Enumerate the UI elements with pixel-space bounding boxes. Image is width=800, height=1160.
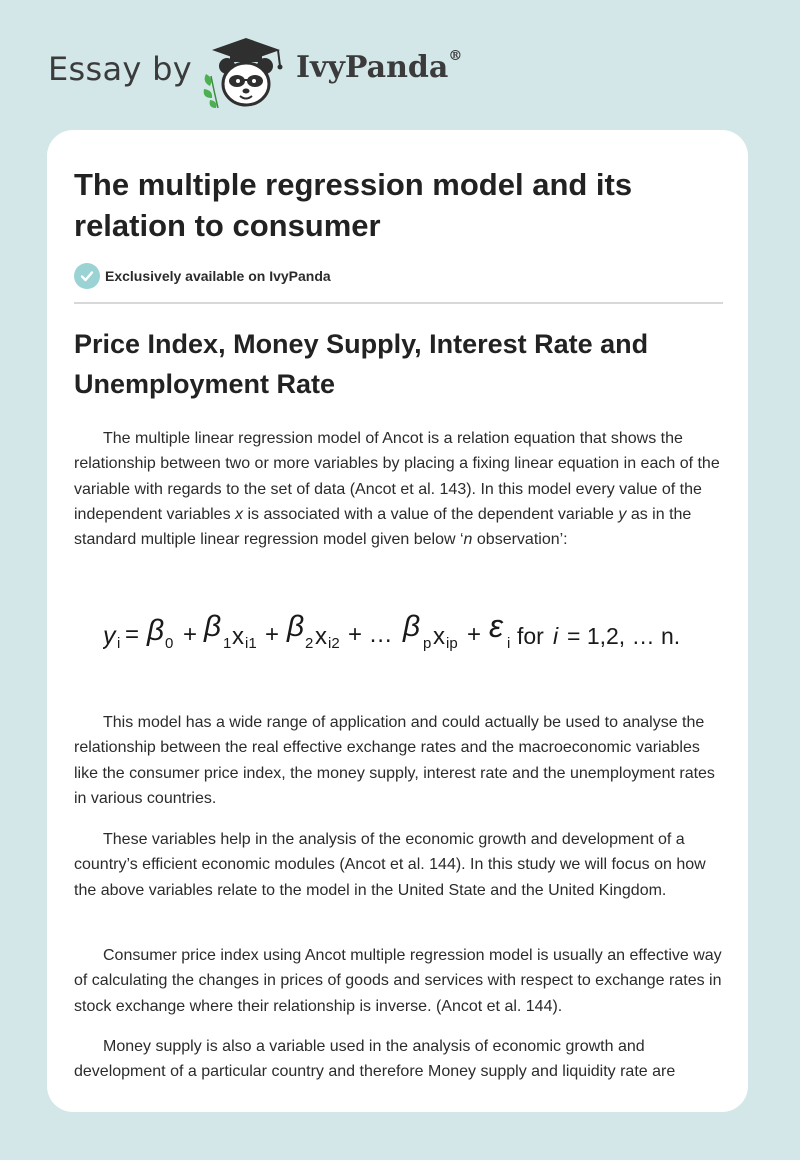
- formula-beta1: β: [204, 610, 222, 643]
- regression-formula: [103, 606, 723, 656]
- exclusive-badge-label: Exclusively available on IvyPanda: [105, 268, 331, 284]
- article-title: The multiple regression model and its relation to consumer: [74, 167, 633, 243]
- formula-for: for: [517, 623, 544, 649]
- formula-plus-2: +: [265, 621, 280, 648]
- formula-beta0: β: [147, 614, 165, 647]
- formula-y-sub: i: [117, 635, 121, 652]
- formula-x1-sub: i1: [245, 635, 257, 652]
- formula-plus-1: +: [183, 621, 198, 648]
- formula-betap: β: [403, 610, 421, 643]
- paragraph-2: This model has a wide range of application and could actually be used to analyse the relationship between the real effective exchange rates and the macroeconomic variables like the consumer price index, the money supply, interest rate and the unemployment rates in various countries.: [74, 714, 715, 807]
- formula-i: i: [553, 623, 559, 649]
- formula-range: = 1,2, … n.: [567, 623, 681, 649]
- formula-beta0-sub: 0: [165, 635, 174, 652]
- formula-equals: =: [125, 621, 140, 648]
- paragraph-3: These variables help in the analysis of the economic growth and development of a country’s efficient economic modules (Ancot et al. 144). In this study we will focus on how the above variables relate to the model in the United State and the United Kingdom.: [74, 831, 706, 899]
- formula-xp-sub: ip: [446, 635, 458, 652]
- formula-x2: x: [315, 623, 327, 650]
- formula-plus-4: +: [467, 621, 482, 648]
- p1-var-y: y: [618, 505, 627, 523]
- formula-xp: x: [433, 623, 445, 650]
- check-icon: [74, 263, 100, 289]
- section-title: Price Index, Money Supply, Interest Rate and Unemployment Rate: [74, 329, 649, 399]
- p1-var-x: x: [235, 505, 244, 523]
- paragraph-5: Money supply is also a variable used in the analysis of economic growth and development of a particular country and therefore Money supply and liquidity rate are: [74, 1038, 676, 1081]
- p1-text-c: as in the standard multiple linear regression model given below ‘: [74, 505, 692, 549]
- formula-x1: x: [232, 623, 244, 650]
- registered-mark: ®: [448, 48, 463, 64]
- formula-beta2-sub: 2: [305, 635, 314, 652]
- p1-text-d: observation’:: [472, 531, 568, 549]
- p1-var-n: n: [463, 531, 473, 549]
- paragraph-1: [74, 426, 724, 552]
- p1-text-a: The multiple linear regression model of Ancot is a relation equation that shows the relationship between two or more variables by placing a fixing linear equation in each of the variable with regards to the set of data (Ancot et al. 143). In this model every value of the independent variables: [74, 430, 720, 523]
- formula-plus-ellipsis: + …: [348, 621, 393, 648]
- essay-by-label: Essay by: [48, 50, 192, 88]
- formula-x2-sub: i2: [328, 635, 340, 652]
- formula-epsilon: ε: [489, 608, 504, 644]
- formula-beta1-sub: 1: [223, 635, 232, 652]
- formula-epsilon-sub: i: [507, 635, 511, 652]
- formula-y: y: [103, 622, 116, 650]
- formula-betap-sub: p: [423, 635, 432, 652]
- divider: [74, 302, 723, 304]
- article-card: [47, 130, 748, 1112]
- brand-name[interactable]: [296, 50, 462, 85]
- site-header: [0, 0, 800, 120]
- paragraph-4: Consumer price index using Ancot multiple regression model is usually an effective way of calculating the changes in prices of goods and services with respect to exchange rates in stock exchange where their relationship is inverse. (Ancot et al. 144).: [74, 947, 722, 1015]
- exclusive-badge: [74, 263, 331, 289]
- ivypanda-logo-icon[interactable]: [200, 36, 292, 110]
- brand-text: IvyPanda: [296, 50, 449, 85]
- formula-beta2: β: [287, 610, 305, 643]
- p1-text-b: is associated with a value of the dependent variable: [243, 505, 619, 523]
